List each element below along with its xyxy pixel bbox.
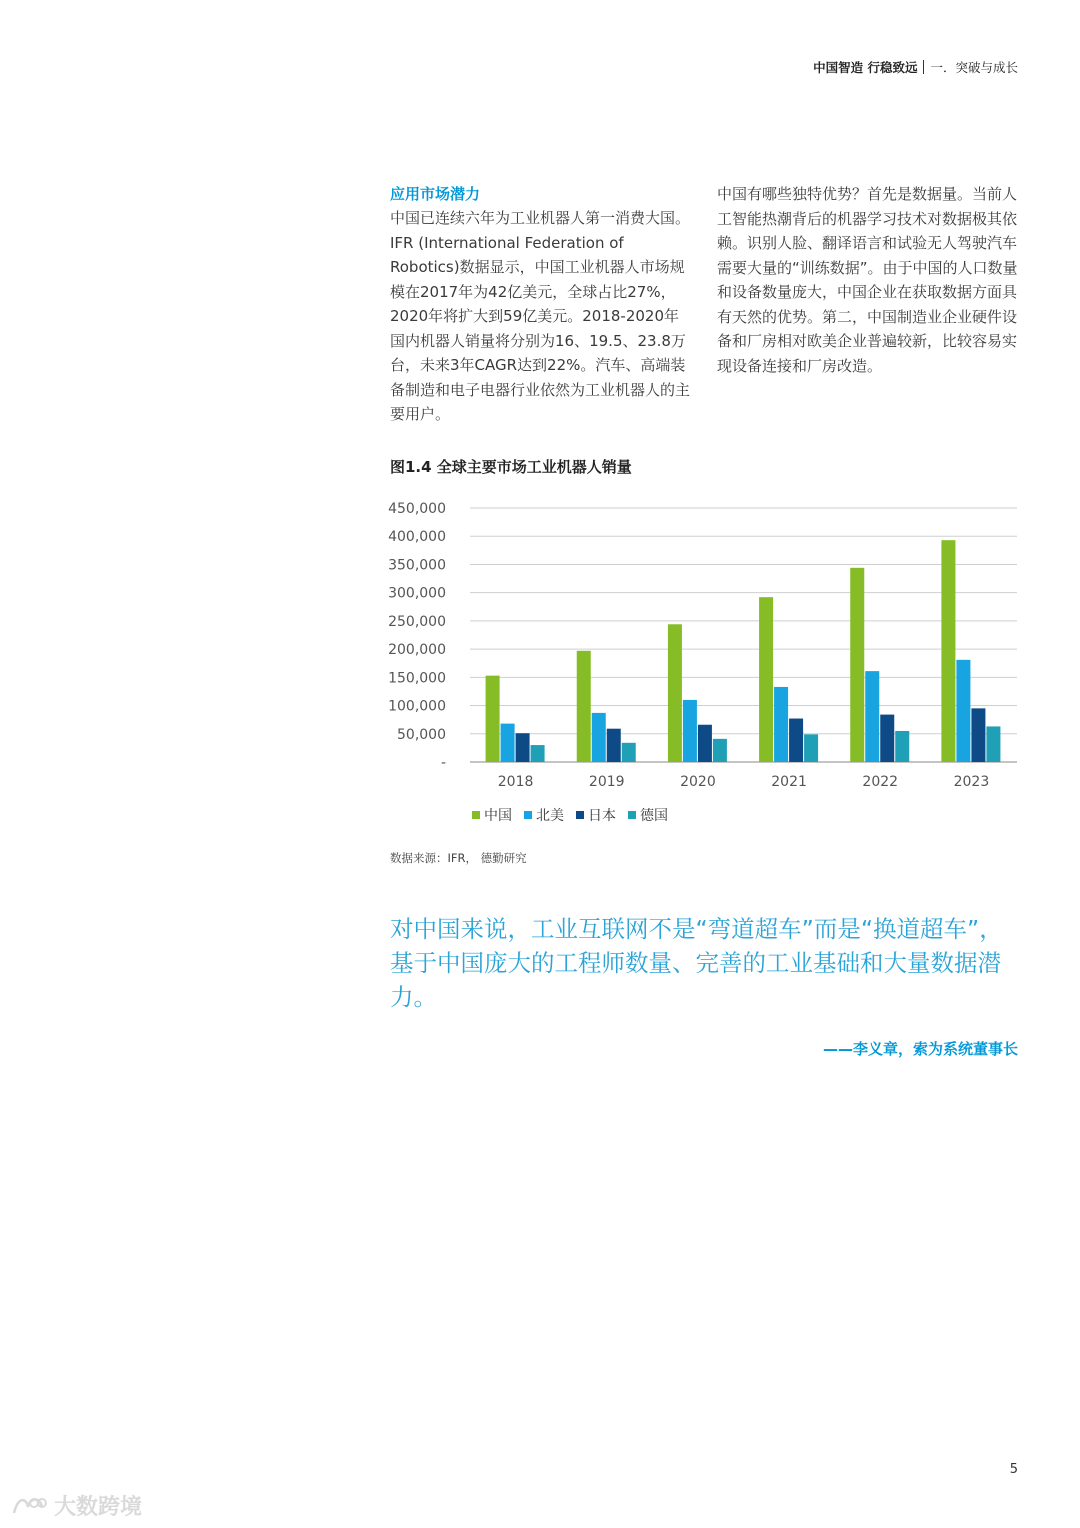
y-tick-label: 350,000 <box>388 557 446 574</box>
bar-德国-2018 <box>531 745 545 762</box>
section-heading: 应用市场潜力 <box>390 185 481 203</box>
left-paragraph: 中国已连续六年为工业机器人第一消费大国。IFR (International Federation of Robotics)数据显示，中国工业机器人市场规模在2017年为42亿美元，全球占比27%， 2020年将扩大到59亿美元。2018-2020年国内机器人销量将分别为16、19.5、23.8万台，未来3年CAGR达到22%。汽车、高端装备制造和电子电器行业依然为工业机器人的主要用户。 <box>390 209 691 423</box>
legend-label: 中国 <box>484 808 512 824</box>
bar-日本-2019 <box>607 729 621 762</box>
y-tick-label: 50,000 <box>397 726 446 743</box>
bar-日本-2021 <box>789 719 803 762</box>
bar-德国-2020 <box>713 739 727 762</box>
bar-日本-2018 <box>516 733 530 762</box>
legend-label: 日本 <box>588 808 616 824</box>
y-tick-label: 450,000 <box>388 501 446 517</box>
bar-北美-2018 <box>501 724 515 762</box>
header-divider <box>923 60 924 74</box>
page-number: 5 <box>1009 1462 1018 1477</box>
watermark <box>10 1490 142 1521</box>
legend-label: 北美 <box>536 808 564 824</box>
bar-中国-2022 <box>850 568 864 762</box>
bar-中国-2020 <box>668 624 682 762</box>
legend-label: 德国 <box>640 808 668 824</box>
bar-中国-2018 <box>486 676 500 762</box>
y-tick-label: 100,000 <box>388 698 446 715</box>
bar-中国-2019 <box>577 651 591 762</box>
bar-德国-2021 <box>804 734 818 762</box>
bar-中国-2023 <box>941 540 955 762</box>
data-source-note: 数据来源：IFR， 德勤研究 <box>390 851 527 865</box>
legend-swatch <box>628 811 636 819</box>
watermark-text: 大数跨境 <box>54 1495 143 1520</box>
x-tick-label: 2021 <box>771 774 807 790</box>
bar-日本-2023 <box>971 708 985 762</box>
y-tick-label: 250,000 <box>388 613 446 630</box>
header-section: 一．突破与成长 <box>930 60 1018 75</box>
chart-title: 图1.4 全球主要市场工业机器人销量 <box>390 458 632 476</box>
bar-中国-2021 <box>759 597 773 762</box>
bar-德国-2019 <box>622 743 636 762</box>
x-tick-label: 2020 <box>680 774 716 790</box>
legend-swatch <box>524 811 532 819</box>
bar-德国-2022 <box>895 731 909 762</box>
right-column <box>717 182 1022 378</box>
header-title: 中国智造 行稳致远 <box>813 60 918 75</box>
bar-北美-2020 <box>683 700 697 762</box>
quote-attribution: ——李义章，索为系统董事长 <box>822 1040 1018 1058</box>
legend-swatch <box>576 811 584 819</box>
x-tick-label: 2018 <box>497 774 534 790</box>
pull-quote: 对中国来说，工业互联网不是“弯道超车”而是“换道超车”，基于中国庞大的工程师数量、完善的工业基础和大量数据潜力。 <box>390 915 1003 1011</box>
bar-chart <box>380 490 1025 840</box>
bar-日本-2020 <box>698 725 712 762</box>
bar-北美-2021 <box>774 687 788 762</box>
y-tick-label: 150,000 <box>388 670 446 687</box>
y-tick-label: 300,000 <box>388 585 446 602</box>
legend-swatch <box>472 811 480 819</box>
y-tick-label: 400,000 <box>388 529 446 546</box>
bar-北美-2023 <box>956 660 970 762</box>
bar-北美-2019 <box>592 713 606 762</box>
y-tick-label: - <box>440 755 446 771</box>
bar-北美-2022 <box>865 671 879 762</box>
left-column <box>390 182 690 427</box>
running-header <box>813 58 1018 76</box>
x-tick-label: 2019 <box>588 774 625 790</box>
watermark-logo-icon <box>10 1493 50 1519</box>
x-tick-label: 2022 <box>862 774 899 790</box>
bar-德国-2023 <box>986 726 1000 762</box>
right-paragraph: 中国有哪些独特优势？首先是数据量。当前人工智能热潮背后的机器学习技术对数据极其依赖。识别人脸、翻译语言和试验无人驾驶汽车需要大量的“训练数据”。由于中国的人口数量和设备数量庞大，中国企业在获取数据方面具有天然的优势。第二，中国制造业企业硬件设备和厂房相对欧美企业普遍较新，比较容易实现设备连接和厂房改造。 <box>717 185 1018 375</box>
x-tick-label: 2023 <box>953 774 990 790</box>
y-tick-label: 200,000 <box>388 642 446 659</box>
bar-日本-2022 <box>880 715 894 762</box>
